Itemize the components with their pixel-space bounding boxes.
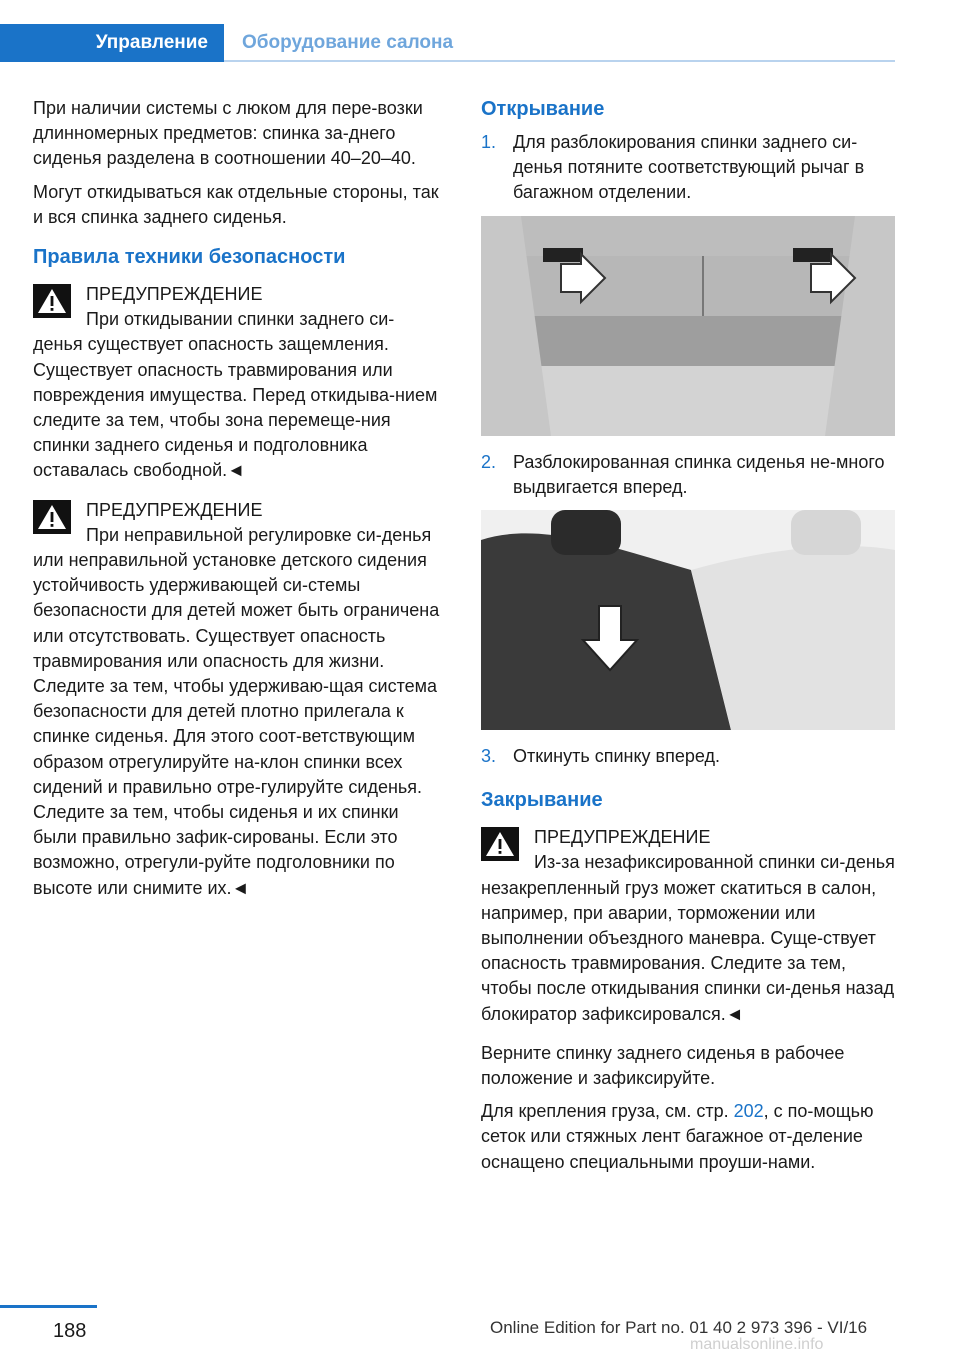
warning-block-2 (33, 498, 443, 901)
step-3-text: Откинуть спинку вперед. (513, 746, 721, 767)
closing-paragraph-1: Верните спинку заднего сиденья в рабочее положение и зафиксируйте. (481, 1042, 845, 1089)
seat-photo (481, 510, 895, 730)
tab-oborudovanie-salona[interactable]: Оборудование салона (242, 32, 454, 53)
warning-2-title: ПРЕДУПРЕЖДЕНИЕ (86, 499, 263, 520)
tab-active-upravlenie[interactable]: Управление (0, 24, 224, 62)
tab-divider-line (224, 60, 895, 62)
header-tab-bar (0, 24, 895, 62)
right-column (481, 96, 895, 1183)
step-2 (481, 450, 895, 500)
intro-paragraph-1: При наличии системы с люком для пере-возки длинномерных предметов: спинка за-днего сиденья разделена в соотношении 40–20–40. (33, 98, 423, 169)
step-3-number: 3. (481, 746, 497, 767)
closing-p2-end: , с по-мощью сеток или стяжных лент багажное от-деление оснащено специальными проуши-нами. (481, 1101, 874, 1172)
step-1-number: 1. (481, 132, 497, 152)
step-1 (481, 130, 895, 206)
page-number: 188 (53, 1320, 87, 1342)
closing-paragraph-2 (481, 1099, 895, 1175)
warning-block-1 (33, 282, 443, 484)
warning-triangle-icon (481, 827, 519, 861)
warning-block-3 (481, 825, 895, 1027)
step-3 (481, 744, 895, 769)
step-1-text: Для разблокирования спинки заднего си-денья потяните соответствующий рычаг в багажном отделении. (513, 132, 865, 203)
watermark: manualsonline.info (690, 1336, 824, 1353)
warning-3-title: ПРЕДУПРЕЖДЕНИЕ (534, 827, 711, 848)
warning-triangle-icon (33, 500, 71, 534)
closing-heading: Закрывание (481, 789, 603, 812)
intro-paragraph-2: Могут откидываться как отдельные стороны, так и вся спинка заднего сиденья. (33, 181, 439, 227)
warning-3-text: Из-за незафиксированной спинки си-денья незакрепленный груз может скатиться в салон, например, при аварии, торможении или выполнении объездного маневра. Суще-ствует опасность травмирования. Следите за тем, чтобы после откидывания спинки си-денья назад блокиратор зафиксировался.◄ (481, 852, 895, 1024)
closing-p2-start: Для крепления груза, см. стр. (481, 1101, 734, 1122)
step-2-text: Разблокированная спинка сиденья не-много выдвигается вперед. (513, 451, 885, 497)
safety-heading: Правила техники безопасности (33, 246, 346, 269)
step-2-number: 2. (481, 451, 497, 472)
warning-2-text: При неправильной регулировке си-денья или неправильной установке детского сидения устойчивость удерживающей си-стемы безопасности для детей может быть ограничена или отсутствовать. Существует опасность травмирования или опасность для жизни. Следите за тем, чтобы удерживаю-щая система безопасности для детей плотно прилегала к спинке сиденья. Для этого соот-ветствующим образом отрегулируйте на-клон спинки всех сидений и правильно отре-гулируйте сиденья. Следите за тем, чтобы сиденья и их спинки были правильно зафик-сированы. Если это возможно, отрегули-руйте подголовники по высоте или снимите их.◄ (33, 524, 440, 898)
warning-triangle-icon (33, 284, 71, 318)
opening-heading: Открывание (481, 98, 605, 120)
edition-text: Online Edition for Part no. 01 40 2 973 396 - VI/16 (490, 1318, 868, 1337)
left-column (33, 96, 443, 915)
trunk-photo (481, 216, 895, 436)
footer-accent-line (0, 1305, 97, 1308)
warning-1-text: При откидывании спинки заднего си-денья существует опасность защемления. Существует опасность травмирования или повреждения имущества. Перед откидыва-нием следите за тем, чтобы зона перемеще-ния спинки заднего сиденья и подголовника оставалась свободной.◄ (33, 309, 438, 481)
warning-1-title: ПРЕДУПРЕЖДЕНИЕ (86, 284, 263, 305)
page-202-link[interactable]: 202 (733, 1101, 764, 1122)
